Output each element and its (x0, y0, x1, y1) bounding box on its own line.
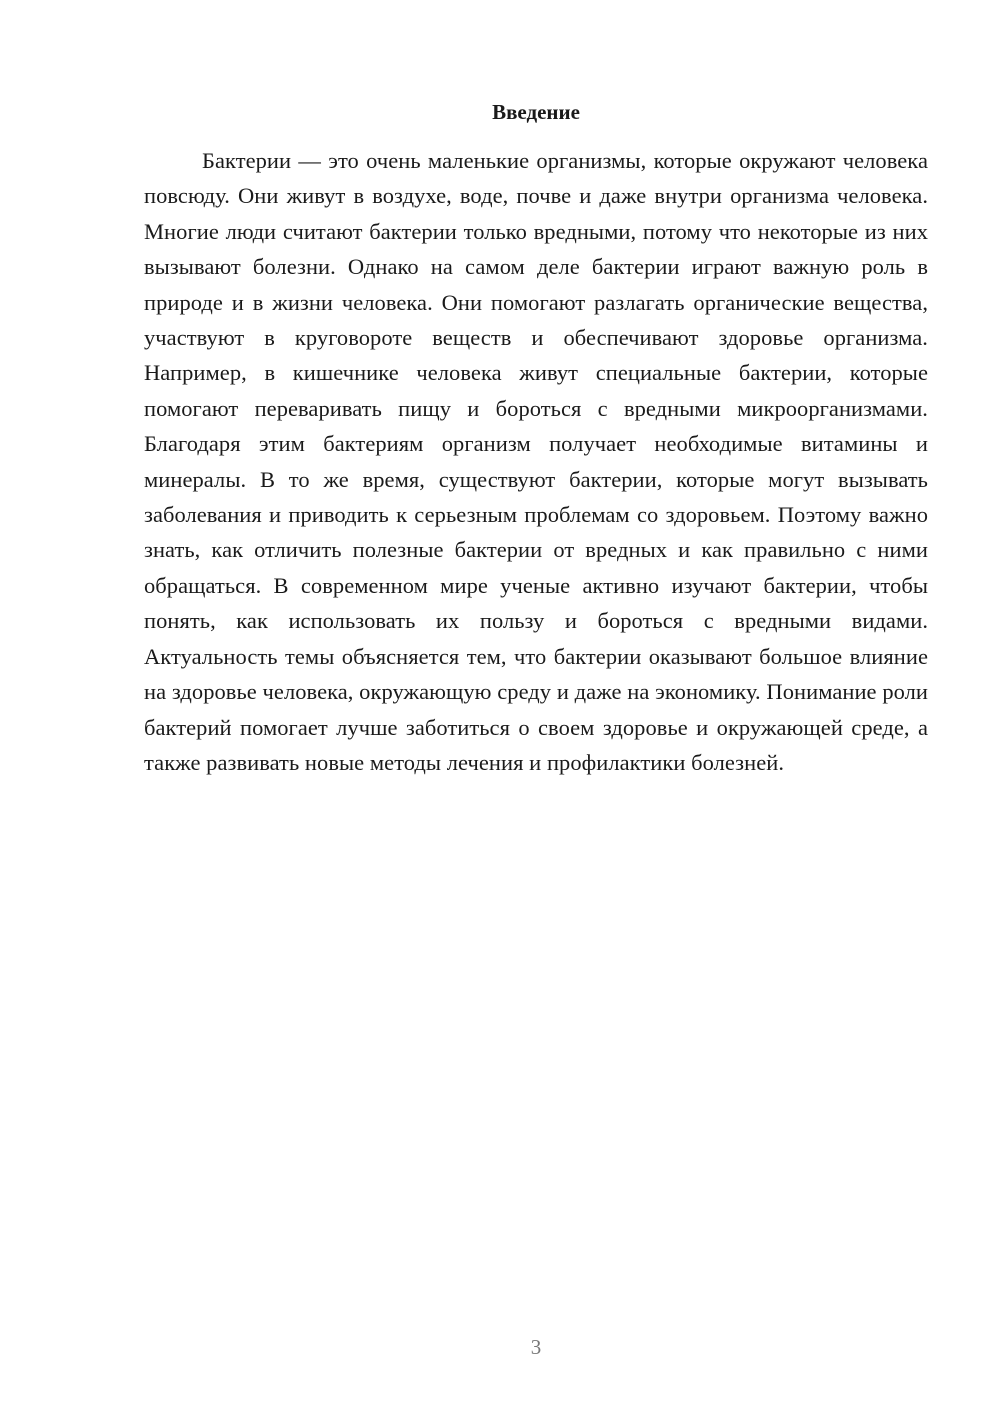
section-heading: Введение (492, 100, 580, 124)
body-paragraph: Бактерии — это очень маленькие организмы, которые окружают человека повсюду. Они живут в воздухе, воде, почве и даже внутри организма человека. Многие люди считают бактерии только вредными, потому что некоторые из них вызывают болезни. Однако на самом деле бактерии играют важную роль в природе и в жизни человека. Они помогают разлагать органические вещества, участвуют в круговороте веществ и обеспечивают здоровье организма. Например, в кишечнике человека живут специальные бактерии, которые помогают переваривать пищу и бороться с вредными микроорганизмами. Благодаря этим бактериям организм получает необходимые витамины и минералы. В то же время, существуют бактерии, которые могут вызывать заболевания и приводить к серьезным проблемам со здоровьем. Поэтому важно знать, как отличить полезные бактерии от вредных и как правильно с ними обращаться. В современном мире ученые активно изучают бактерии, чтобы понять, как использовать их пользу и бороться с вредными видами. Актуальность темы объясняется тем, что бактерии оказывают большое влияние на здоровье человека, окружающую среду и даже на экономику. Понимание роли бактерий помогает лучше заботиться о своем здоровье и окружающей среде, а также развивать новые методы лечения и профилактики болезней. (144, 148, 928, 775)
page-number: 3 (530, 1335, 542, 1359)
